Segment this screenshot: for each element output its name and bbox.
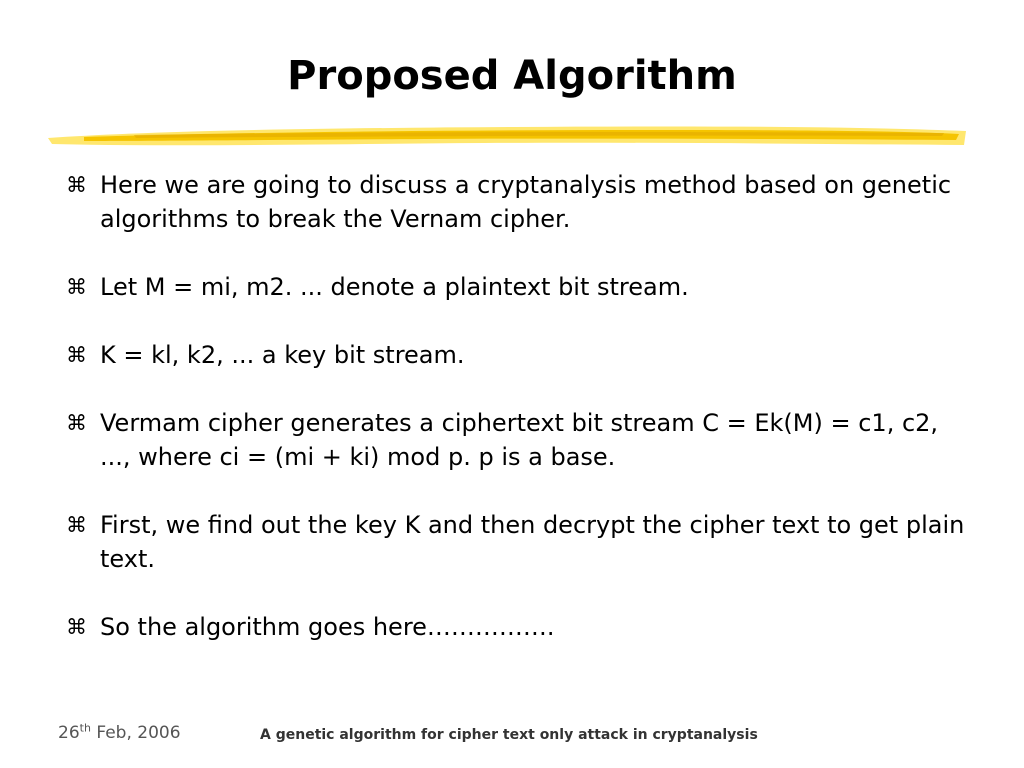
bullet-text: Let M = mi, m2. ... denote a plaintext bit stream. [100, 273, 689, 301]
bullet-text: K = kl, k2, ... a key bit stream. [100, 341, 465, 369]
bullet-text: First, we find out the key K and then decrypt the cipher text to get plain text. [100, 511, 965, 573]
slide-title: Proposed Algorithm [287, 53, 737, 99]
command-key-icon: ⌘ [66, 411, 87, 435]
bullet-item [66, 168, 966, 236]
command-key-icon: ⌘ [66, 275, 87, 299]
bullet-item [66, 338, 966, 372]
bullet-text: So the algorithm goes here……………. [100, 613, 555, 641]
footer-date-rest: Feb, 2006 [90, 723, 181, 743]
bullet-item [66, 508, 966, 576]
bullet-item [66, 270, 966, 304]
command-key-icon: ⌘ [66, 343, 87, 367]
bullet-text: Here we are going to discuss a cryptanalysis method based on genetic algorithms to break the Vernam cipher. [100, 171, 952, 233]
bullet-item [66, 406, 966, 474]
footer-date-suffix: th [79, 721, 91, 735]
footer-date-day: 26 [58, 723, 80, 743]
command-key-icon: ⌘ [66, 615, 87, 639]
footer-presentation-title: A genetic algorithm for cipher text only attack in cryptanalysis [260, 727, 758, 743]
title-underline-brushstroke [44, 118, 970, 154]
command-key-icon: ⌘ [66, 513, 87, 537]
footer-date [58, 720, 181, 746]
bullet-text: Vermam cipher generates a ciphertext bit stream C = Ek(M) = c1, c2, ..., where ci = (mi + ki) mod p. p is a base. [100, 409, 939, 471]
bullet-list [66, 168, 966, 678]
command-key-icon: ⌘ [66, 173, 87, 197]
bullet-item [66, 610, 966, 644]
